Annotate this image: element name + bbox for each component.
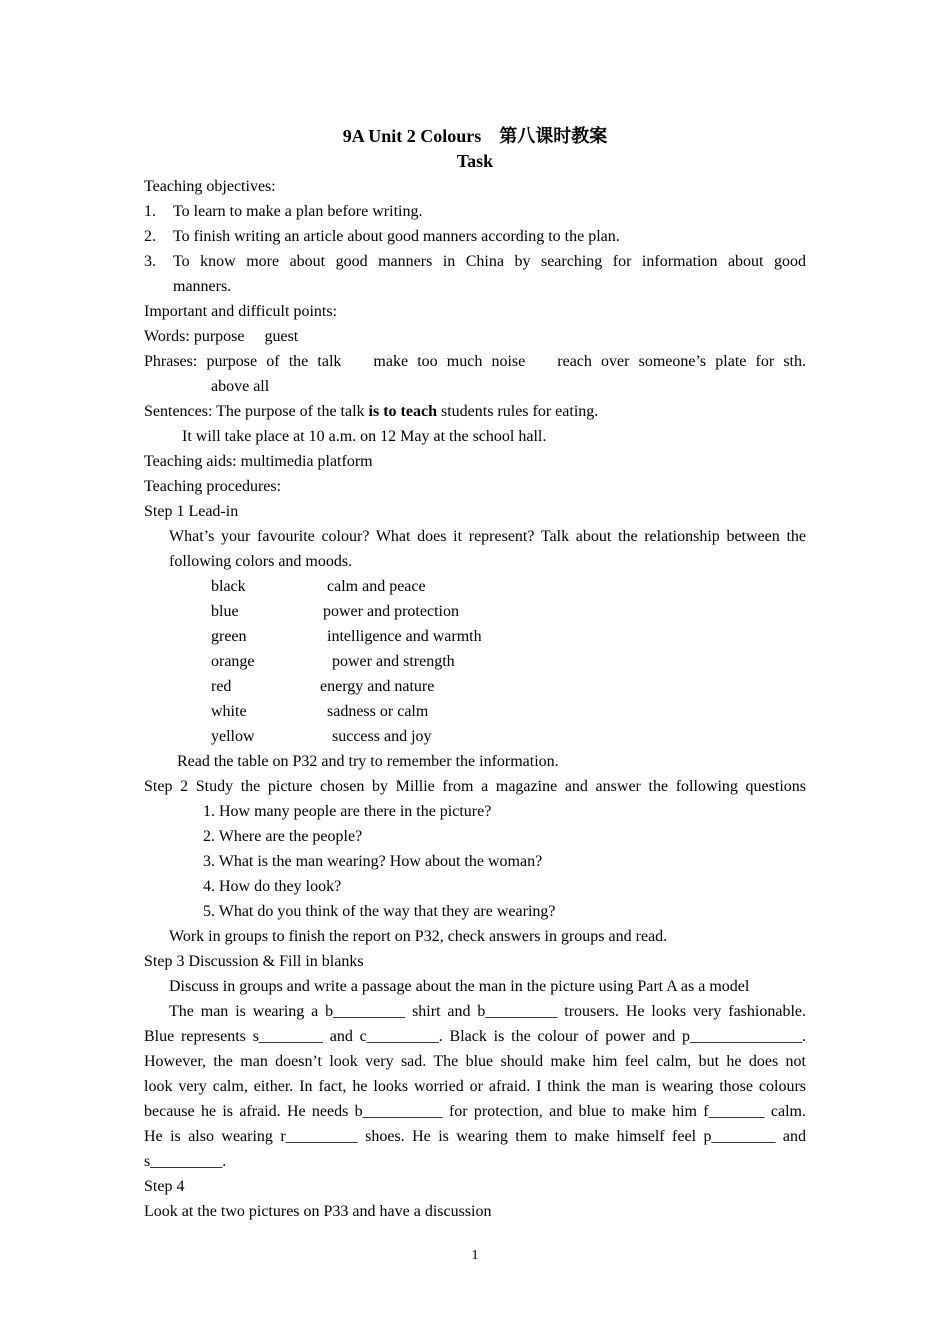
sentences-prefix: Sentences: The purpose of the talk [144, 403, 369, 420]
objective-number: 2. [144, 228, 156, 245]
colour-mood: energy and nature [320, 678, 435, 695]
colour-row [0, 624, 950, 649]
step2-question: 2. Where are the people? [203, 828, 363, 845]
sentences-suffix: students rules for eating. [436, 403, 599, 420]
objective-item [144, 249, 806, 274]
passage-line: s_________. [144, 1153, 227, 1170]
colour-mood: sadness or calm [327, 703, 429, 720]
document-subtitle: Task [456, 151, 494, 171]
passage-line: He is also wearing r_________ shoes. He is wearing them to make himself feel p________ and [144, 1128, 806, 1145]
step2-question: 4. How do they look? [203, 878, 342, 895]
colour-mood: success and joy [332, 728, 432, 745]
points-phrases: Phrases: purpose of the talk make too much noise reach over someone’s plate for sth. [144, 353, 806, 370]
step4-heading: Step 4 [144, 1178, 185, 1195]
objective-text-continued: manners. [173, 278, 232, 295]
objectives-heading: Teaching objectives: [144, 178, 276, 195]
step2-question: 3. What is the man wearing? How about the woman? [203, 853, 543, 870]
step3-heading: Step 3 Discussion & Fill in blanks [144, 953, 364, 970]
colour-row [0, 574, 950, 599]
objective-item [144, 224, 806, 249]
colour-row [0, 599, 950, 624]
points-sentence-2: It will take place at 10 a.m. on 12 May at the school hall. [182, 428, 547, 445]
passage-line: look very calm, either. In fact, he looks worried or afraid. I think the man is wearing those colours [144, 1078, 806, 1095]
passage-line: However, the man doesn’t look very sad. The blue should make him feel calm, but he does not [144, 1053, 806, 1070]
points-heading: Important and difficult points: [144, 303, 338, 320]
step2-heading: Step 2 Study the picture chosen by Millie from a magazine and answer the following questions [144, 778, 806, 795]
teaching-aids: Teaching aids: multimedia platform [144, 453, 373, 470]
colour-mood: calm and peace [327, 578, 426, 595]
colour-name: orange [211, 653, 255, 670]
points-phrases-continued: above all [211, 378, 270, 395]
colour-mood: power and strength [332, 653, 455, 670]
document-title: 9A Unit 2 Colours 第八课时教案 [342, 126, 608, 146]
passage-line: because he is afraid. He needs b__________ for protection, and blue to make him f_______ calm. [144, 1103, 806, 1120]
objective-number: 1. [144, 203, 156, 220]
colour-row [0, 649, 950, 674]
teaching-procedures: Teaching procedures: [144, 478, 282, 495]
objective-text: To finish writing an article about good manners according to the plan. [173, 228, 620, 245]
passage-line: The man is wearing a b_________ shirt and b_________ trousers. He looks very fashionable. [169, 1003, 806, 1020]
colour-row [0, 724, 950, 749]
colour-name: blue [211, 603, 239, 620]
step2-question: 1. How many people are there in the picture? [203, 803, 492, 820]
step1-intro: What’s your favourite colour? What does it represent? Talk about the relationship between the [169, 528, 806, 545]
objective-text: To learn to make a plan before writing. [173, 203, 423, 220]
step2-note: Work in groups to finish the report on P32, check answers in groups and read. [169, 928, 668, 945]
objective-number: 3. [144, 253, 156, 270]
colour-mood: power and protection [323, 603, 459, 620]
objective-item [144, 199, 806, 224]
step1-intro-continued: following colors and moods. [169, 553, 353, 570]
colour-name: green [211, 628, 247, 645]
step3-intro: Discuss in groups and write a passage about the man in the picture using Part A as a model [169, 978, 750, 995]
colour-mood: intelligence and warmth [327, 628, 482, 645]
colour-row [0, 699, 950, 724]
points-sentences [144, 399, 806, 424]
step2-question: 5. What do you think of the way that they are wearing? [203, 903, 556, 920]
step1-heading: Step 1 Lead-in [144, 503, 239, 520]
colour-name: black [211, 578, 246, 595]
page-number: 1 [471, 1248, 479, 1263]
passage-line: Blue represents s________ and c_________. Black is the colour of power and p______________. [144, 1028, 806, 1045]
step4-text: Look at the two pictures on P33 and have a discussion [144, 1203, 492, 1220]
objective-text: To know more about good manners in China by searching for information about good [173, 253, 806, 270]
step1-note: Read the table on P32 and try to remember the information. [177, 753, 559, 770]
points-words: Words: purpose guest [144, 328, 299, 345]
colour-row [0, 674, 950, 699]
colour-name: yellow [211, 728, 255, 745]
colour-name: white [211, 703, 247, 720]
colour-name: red [211, 678, 232, 695]
sentences-bold: is to teach [368, 403, 437, 420]
